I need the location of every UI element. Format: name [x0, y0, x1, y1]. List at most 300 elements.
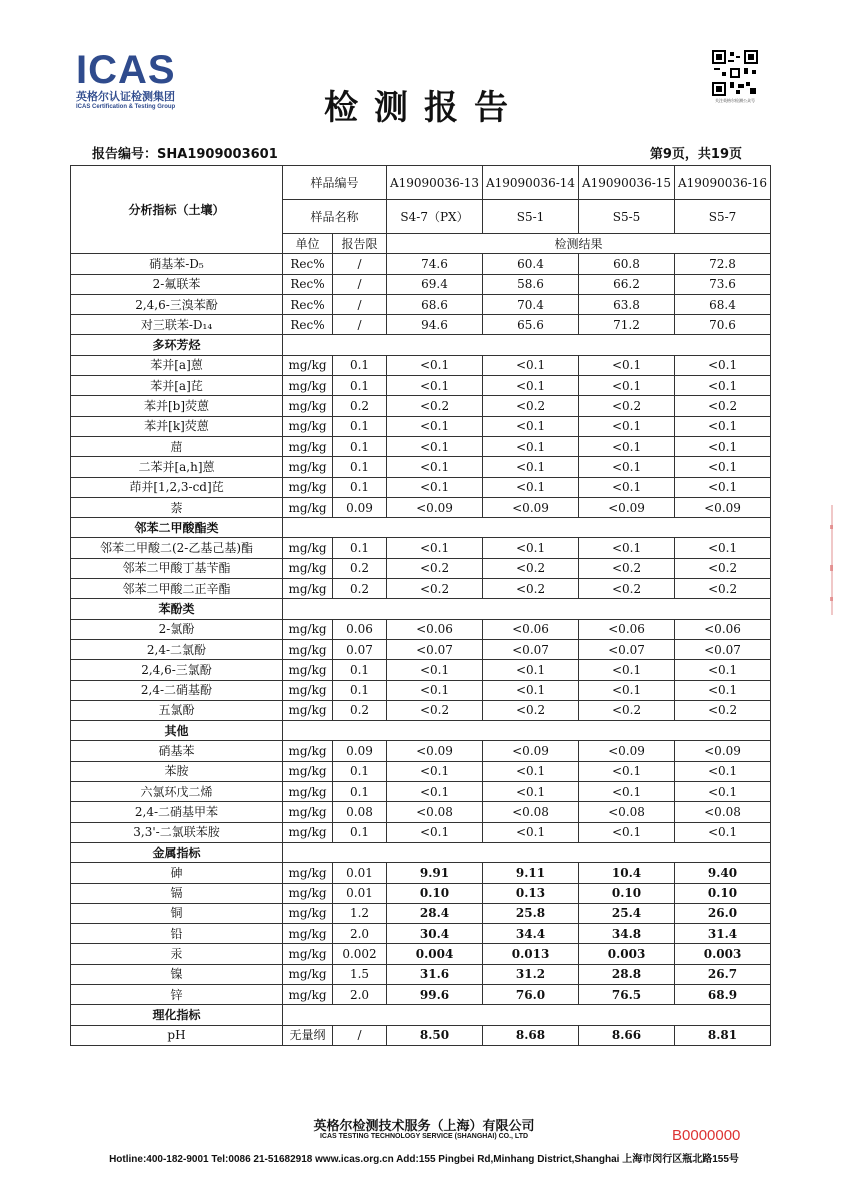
result-cell: <0.08 [387, 802, 483, 822]
table-row [71, 294, 771, 314]
table-row [71, 984, 771, 1004]
limit-cell: 0.2 [333, 700, 387, 720]
analyte-name: 六氯环戊二烯 [71, 782, 283, 802]
logo-chinese-name: 英格尔认证检测集团 [76, 90, 175, 103]
unit-cell: mg/kg [283, 355, 333, 375]
unit-cell: Rec% [283, 274, 333, 294]
section-spacer [283, 335, 771, 355]
result-cell: 76.5 [579, 984, 675, 1004]
result-cell: <0.2 [483, 579, 579, 599]
result-cell: <0.2 [675, 579, 771, 599]
result-cell: <0.1 [387, 416, 483, 436]
limit-cell: 0.07 [333, 639, 387, 659]
table-row [71, 254, 771, 274]
analyte-name: 2,4-二硝基甲苯 [71, 802, 283, 822]
result-cell: <0.1 [579, 680, 675, 700]
footer-contact: Hotline:400-182-9001 Tel:0086 21-51682918 www.icas.org.cn Add:155 Pingbei Rd,Minhang District,Shanghai 上海市闵行区瓶北路155号 [109, 1154, 739, 1165]
result-cell: 10.4 [579, 863, 675, 883]
table-row [71, 700, 771, 720]
limit-cell: 1.2 [333, 903, 387, 923]
logo-english-name: ICAS Certification & Testing Group [76, 104, 176, 110]
result-cell: 9.91 [387, 863, 483, 883]
unit-cell: mg/kg [283, 883, 333, 903]
result-cell: <0.2 [675, 396, 771, 416]
result-cell: <0.1 [483, 457, 579, 477]
unit-cell: mg/kg [283, 376, 333, 396]
table-row [71, 396, 771, 416]
unit-cell: mg/kg [283, 924, 333, 944]
result-cell: <0.1 [483, 436, 579, 456]
analyte-name: 邻苯二甲酸二正辛酯 [71, 579, 283, 599]
unit-cell: mg/kg [283, 477, 333, 497]
result-cell: <0.1 [579, 782, 675, 802]
unit-cell: mg/kg [283, 964, 333, 984]
document-title: 检测报告 [324, 88, 524, 128]
result-cell: <0.1 [675, 477, 771, 497]
report-number-label: 报告编号： [92, 147, 158, 162]
analyte-name: 苯并[a]芘 [71, 376, 283, 396]
result-cell: 69.4 [387, 274, 483, 294]
result-cell: <0.2 [579, 700, 675, 720]
analyte-name: 铜 [71, 903, 283, 923]
section-title: 多环芳烃 [71, 335, 283, 355]
section-title: 其他 [71, 721, 283, 741]
analyte-name: 2,4,6-三溴苯酚 [71, 294, 283, 314]
result-cell: 25.4 [579, 903, 675, 923]
unit-cell: mg/kg [283, 396, 333, 416]
result-cell: 76.0 [483, 984, 579, 1004]
result-cell: 0.10 [579, 883, 675, 903]
result-cell: 0.013 [483, 944, 579, 964]
result-cell: <0.1 [675, 761, 771, 781]
unit-cell: mg/kg [283, 761, 333, 781]
limit-cell: 1.5 [333, 964, 387, 984]
report-number-value: SHA1909003601 [157, 147, 278, 162]
table-row [71, 741, 771, 761]
result-cell: 65.6 [483, 315, 579, 335]
table-row [71, 639, 771, 659]
table-row [71, 924, 771, 944]
section-header-row [71, 721, 771, 741]
unit-cell: mg/kg [283, 579, 333, 599]
sample-no-label: 样品编号 [283, 166, 387, 200]
section-spacer [283, 599, 771, 619]
sample-name-label: 样品名称 [283, 200, 387, 234]
limit-cell: 0.1 [333, 457, 387, 477]
analyte-name: 镍 [71, 964, 283, 984]
result-cell: <0.2 [579, 396, 675, 416]
section-spacer [283, 518, 771, 538]
page-info: 第9页，共19页 [649, 147, 742, 162]
unit-cell: mg/kg [283, 944, 333, 964]
result-cell: 8.66 [579, 1025, 675, 1045]
analyte-name: 硝基苯-D₅ [71, 254, 283, 274]
limit-cell: / [333, 1025, 387, 1045]
result-cell: <0.1 [675, 680, 771, 700]
unit-cell: mg/kg [283, 802, 333, 822]
qr-code-icon [712, 50, 758, 96]
table-row [71, 660, 771, 680]
result-cell: <0.1 [387, 436, 483, 456]
result-cell: <0.1 [579, 538, 675, 558]
unit-cell: mg/kg [283, 680, 333, 700]
result-cell: <0.1 [387, 660, 483, 680]
analyte-name: 硝基苯 [71, 741, 283, 761]
result-cell: <0.1 [387, 376, 483, 396]
result-cell: <0.2 [387, 579, 483, 599]
result-cell: <0.1 [579, 457, 675, 477]
result-cell: 34.8 [579, 924, 675, 944]
result-cell: <0.1 [579, 822, 675, 842]
result-cell: <0.2 [579, 579, 675, 599]
limit-cell: 0.01 [333, 883, 387, 903]
analyte-name: 䓛 [71, 436, 283, 456]
table-row [71, 680, 771, 700]
result-cell: <0.09 [387, 497, 483, 517]
analyte-name: 萘 [71, 497, 283, 517]
limit-label: 报告限 [333, 234, 387, 254]
sample-name-1: S4-7（PX） [387, 200, 483, 234]
section-spacer [283, 842, 771, 862]
table-row [71, 538, 771, 558]
analyte-name: 砷 [71, 863, 283, 883]
sample-no-1: A19090036-13 [387, 166, 483, 200]
result-cell: 73.6 [675, 274, 771, 294]
result-cell: <0.1 [483, 822, 579, 842]
analyte-name: 邻苯二甲酸丁基苄酯 [71, 558, 283, 578]
limit-cell: 0.09 [333, 741, 387, 761]
table-row [71, 457, 771, 477]
result-cell: <0.1 [675, 416, 771, 436]
result-cell: 30.4 [387, 924, 483, 944]
unit-label: 单位 [283, 234, 333, 254]
report-number [92, 143, 278, 162]
analyte-name: 苯并[a]蒽 [71, 355, 283, 375]
limit-cell: 0.06 [333, 619, 387, 639]
document-code: B0000000 [672, 1127, 741, 1144]
result-cell: 26.0 [675, 903, 771, 923]
unit-cell: Rec% [283, 294, 333, 314]
section-spacer [283, 1005, 771, 1025]
result-cell: <0.09 [483, 497, 579, 517]
result-cell: 72.8 [675, 254, 771, 274]
unit-cell: mg/kg [283, 639, 333, 659]
limit-cell: 0.1 [333, 538, 387, 558]
result-cell: <0.1 [579, 416, 675, 436]
analyte-name: 2-氟联苯 [71, 274, 283, 294]
result-cell: <0.1 [675, 782, 771, 802]
result-cell: <0.1 [387, 477, 483, 497]
result-cell: <0.2 [483, 700, 579, 720]
table-row [71, 903, 771, 923]
analyte-name: 对三联苯-D₁₄ [71, 315, 283, 335]
result-cell: 9.11 [483, 863, 579, 883]
result-cell: <0.1 [483, 477, 579, 497]
result-cell: <0.2 [483, 396, 579, 416]
limit-cell: 0.1 [333, 782, 387, 802]
result-cell: <0.09 [579, 497, 675, 517]
result-cell: <0.1 [675, 436, 771, 456]
result-cell: <0.1 [387, 355, 483, 375]
table-row [71, 436, 771, 456]
result-cell: <0.1 [387, 680, 483, 700]
unit-cell: mg/kg [283, 863, 333, 883]
section-title: 金属指标 [71, 842, 283, 862]
result-cell: <0.1 [579, 355, 675, 375]
limit-cell: 0.1 [333, 680, 387, 700]
result-cell: 60.8 [579, 254, 675, 274]
result-cell: 74.6 [387, 254, 483, 274]
unit-cell: mg/kg [283, 903, 333, 923]
unit-cell: Rec% [283, 315, 333, 335]
result-cell: 58.6 [483, 274, 579, 294]
result-cell: <0.07 [675, 639, 771, 659]
table-row [71, 315, 771, 335]
page-edge-stamp [824, 505, 836, 615]
result-cell: 25.8 [483, 903, 579, 923]
result-cell: <0.09 [675, 497, 771, 517]
limit-cell: 0.1 [333, 477, 387, 497]
result-cell: 28.8 [579, 964, 675, 984]
result-cell: 0.003 [579, 944, 675, 964]
result-cell: 9.40 [675, 863, 771, 883]
result-cell: 63.8 [579, 294, 675, 314]
analyte-name: pH [71, 1025, 283, 1045]
limit-cell: / [333, 274, 387, 294]
analyte-name: 邻苯二甲酸二(2-乙基己基)酯 [71, 538, 283, 558]
limit-cell: 0.002 [333, 944, 387, 964]
result-cell: 34.4 [483, 924, 579, 944]
result-cell: <0.1 [579, 761, 675, 781]
analyte-name: 2,4,6-三氯酚 [71, 660, 283, 680]
limit-cell: 0.2 [333, 558, 387, 578]
unit-cell: mg/kg [283, 416, 333, 436]
result-cell: <0.06 [483, 619, 579, 639]
result-cell: 0.003 [675, 944, 771, 964]
result-cell: <0.09 [483, 741, 579, 761]
result-cell: <0.1 [483, 761, 579, 781]
unit-cell: mg/kg [283, 497, 333, 517]
section-title: 邻苯二甲酸酯类 [71, 518, 283, 538]
limit-cell: 0.1 [333, 660, 387, 680]
result-cell: <0.1 [387, 538, 483, 558]
unit-cell: mg/kg [283, 436, 333, 456]
analyte-name: 二苯并[a,h]蒽 [71, 457, 283, 477]
result-cell: <0.1 [483, 538, 579, 558]
analyte-name: 3,3'-二氯联苯胺 [71, 822, 283, 842]
result-cell: 0.004 [387, 944, 483, 964]
result-cell: <0.1 [483, 355, 579, 375]
qr-caption: 关注英格尔检测公众号 [715, 98, 755, 103]
result-cell: <0.2 [387, 396, 483, 416]
limit-cell: / [333, 294, 387, 314]
result-cell: 8.81 [675, 1025, 771, 1045]
result-cell: <0.07 [483, 639, 579, 659]
result-cell: <0.1 [387, 457, 483, 477]
sample-no-3: A19090036-15 [579, 166, 675, 200]
unit-cell: mg/kg [283, 741, 333, 761]
result-cell: 0.10 [387, 883, 483, 903]
table-row [71, 355, 771, 375]
table-row [71, 944, 771, 964]
result-cell: 0.13 [483, 883, 579, 903]
analyte-name: 茚并[1,2,3-cd]芘 [71, 477, 283, 497]
result-cell: <0.06 [675, 619, 771, 639]
result-cell: <0.2 [483, 558, 579, 578]
limit-cell: / [333, 254, 387, 274]
table-row [71, 822, 771, 842]
result-cell: <0.06 [579, 619, 675, 639]
result-cell: <0.1 [579, 376, 675, 396]
table-row [71, 416, 771, 436]
section-spacer [283, 721, 771, 741]
table-row [71, 761, 771, 781]
result-cell: <0.08 [483, 802, 579, 822]
analyte-name: 2,4-二氯酚 [71, 639, 283, 659]
limit-cell: 0.01 [333, 863, 387, 883]
sample-no-2: A19090036-14 [483, 166, 579, 200]
indicator-header: 分析指标（土壤） [71, 166, 283, 254]
table-row [71, 497, 771, 517]
section-header-row [71, 842, 771, 862]
result-cell: 60.4 [483, 254, 579, 274]
unit-cell: mg/kg [283, 822, 333, 842]
unit-cell: mg/kg [283, 619, 333, 639]
result-cell: <0.09 [579, 741, 675, 761]
limit-cell: 0.1 [333, 436, 387, 456]
result-cell: <0.1 [675, 660, 771, 680]
result-cell: 70.6 [675, 315, 771, 335]
result-cell: 70.4 [483, 294, 579, 314]
footer-company-cn: 英格尔检测技术服务（上海）有限公司 [313, 1119, 535, 1134]
table-row [71, 1025, 771, 1045]
result-cell: 68.9 [675, 984, 771, 1004]
analyte-name: 2-氯酚 [71, 619, 283, 639]
analyte-name: 苯并[k]荧蒽 [71, 416, 283, 436]
result-cell: <0.1 [675, 822, 771, 842]
limit-cell: 2.0 [333, 924, 387, 944]
result-cell: <0.1 [675, 457, 771, 477]
result-cell: <0.1 [675, 538, 771, 558]
section-title: 理化指标 [71, 1005, 283, 1025]
result-label: 检测结果 [387, 234, 771, 254]
table-row [71, 477, 771, 497]
result-cell: <0.2 [579, 558, 675, 578]
result-cell: <0.1 [483, 782, 579, 802]
analyte-name: 苯胺 [71, 761, 283, 781]
unit-cell: mg/kg [283, 457, 333, 477]
result-cell: <0.09 [387, 741, 483, 761]
result-cell: 68.6 [387, 294, 483, 314]
table-row [71, 964, 771, 984]
table-row [71, 782, 771, 802]
table-row [71, 863, 771, 883]
result-cell: <0.2 [675, 558, 771, 578]
limit-cell: 2.0 [333, 984, 387, 1004]
results-table [70, 165, 771, 1046]
result-cell: 94.6 [387, 315, 483, 335]
limit-cell: / [333, 315, 387, 335]
analyte-name: 锌 [71, 984, 283, 1004]
analyte-name: 镉 [71, 883, 283, 903]
result-cell: 31.2 [483, 964, 579, 984]
result-cell: <0.2 [387, 558, 483, 578]
limit-cell: 0.08 [333, 802, 387, 822]
result-cell: <0.1 [579, 660, 675, 680]
sample-name-2: S5-1 [483, 200, 579, 234]
table-row [71, 883, 771, 903]
limit-cell: 0.2 [333, 579, 387, 599]
section-header-row [71, 1005, 771, 1025]
limit-cell: 0.1 [333, 761, 387, 781]
result-cell: <0.1 [579, 477, 675, 497]
unit-cell: mg/kg [283, 558, 333, 578]
section-title: 苯酚类 [71, 599, 283, 619]
table-row [71, 619, 771, 639]
result-cell: <0.1 [387, 761, 483, 781]
analyte-name: 2,4-二硝基酚 [71, 680, 283, 700]
result-cell: <0.1 [675, 355, 771, 375]
result-cell: <0.2 [675, 700, 771, 720]
result-cell: 8.68 [483, 1025, 579, 1045]
result-cell: <0.08 [579, 802, 675, 822]
result-cell: <0.07 [579, 639, 675, 659]
limit-cell: 0.1 [333, 376, 387, 396]
unit-cell: mg/kg [283, 538, 333, 558]
table-row [71, 376, 771, 396]
result-cell: <0.1 [483, 376, 579, 396]
table-row [71, 579, 771, 599]
unit-cell: mg/kg [283, 782, 333, 802]
result-cell: 31.4 [675, 924, 771, 944]
unit-cell: mg/kg [283, 984, 333, 1004]
table-row [71, 274, 771, 294]
analyte-name: 苯并[b]荧蒽 [71, 396, 283, 416]
section-header-row [71, 599, 771, 619]
unit-cell: 无量纲 [283, 1025, 333, 1045]
result-cell: <0.1 [483, 416, 579, 436]
result-cell: 28.4 [387, 903, 483, 923]
result-cell: <0.1 [483, 680, 579, 700]
result-cell: <0.07 [387, 639, 483, 659]
result-cell: <0.06 [387, 619, 483, 639]
result-cell: <0.1 [579, 436, 675, 456]
analyte-name: 五氯酚 [71, 700, 283, 720]
unit-cell: Rec% [283, 254, 333, 274]
logo-wordmark: ICAS [76, 48, 176, 92]
result-cell: <0.08 [675, 802, 771, 822]
result-cell: 99.6 [387, 984, 483, 1004]
result-cell: 71.2 [579, 315, 675, 335]
limit-cell: 0.2 [333, 396, 387, 416]
unit-cell: mg/kg [283, 700, 333, 720]
limit-cell: 0.1 [333, 822, 387, 842]
section-header-row [71, 518, 771, 538]
table-row [71, 802, 771, 822]
header-row-sample-no [71, 166, 771, 200]
sample-name-4: S5-7 [675, 200, 771, 234]
result-cell: 8.50 [387, 1025, 483, 1045]
result-cell: 31.6 [387, 964, 483, 984]
sample-name-3: S5-5 [579, 200, 675, 234]
result-cell: 66.2 [579, 274, 675, 294]
result-cell: <0.1 [483, 660, 579, 680]
footer-company-en: ICAS TESTING TECHNOLOGY SERVICE (SHANGHAI) CO., LTD [319, 1133, 529, 1140]
table-row [71, 558, 771, 578]
result-cell: <0.1 [675, 376, 771, 396]
result-cell: 68.4 [675, 294, 771, 314]
section-header-row [71, 335, 771, 355]
